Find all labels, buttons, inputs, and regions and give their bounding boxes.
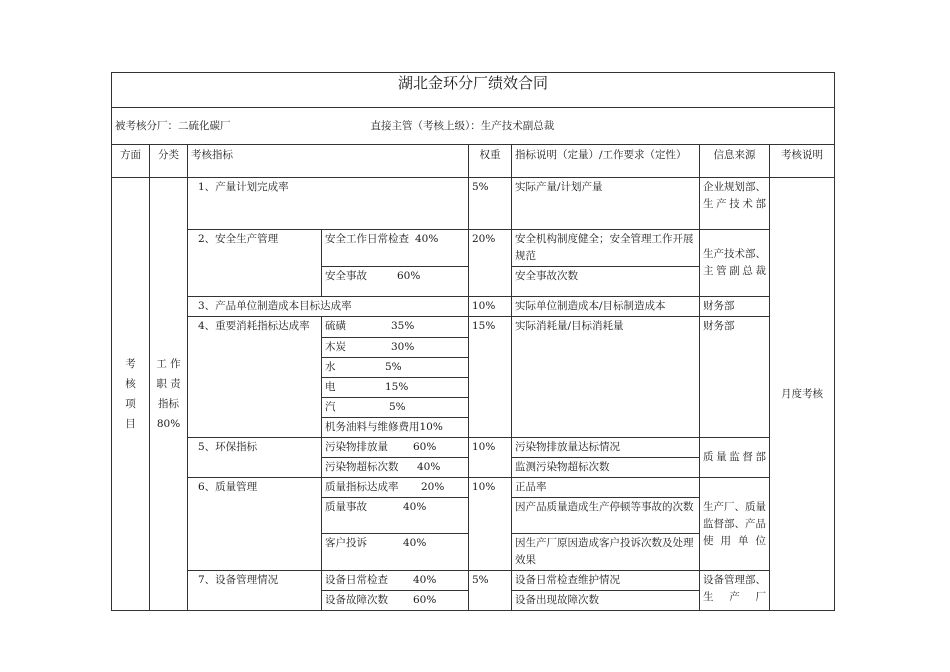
indicator-name: 7、设备管理情况 — [188, 571, 322, 611]
info-source: 设备管理部、生产厂 — [700, 571, 770, 611]
indicator-description: 因产品质量造成生产停顿等事故的次数 — [512, 498, 700, 534]
sub-indicator: 硫磺 35% — [322, 317, 469, 338]
sub-indicator: 质量指标达成率 20% — [322, 478, 469, 498]
weight-value: 15% — [469, 317, 512, 438]
header-category: 分类 — [150, 145, 188, 178]
header-note: 考核说明 — [770, 145, 835, 178]
sub-indicator: 污染物排放量 60% — [322, 438, 469, 458]
indicator-description: 实际产量/计划产量 — [512, 178, 700, 230]
weight-value: 10% — [469, 438, 512, 478]
sub-indicator: 安全工作日常检查 40% — [322, 230, 469, 267]
indicator-description: 实际消耗量/目标消耗量 — [512, 317, 700, 438]
header-aspect: 方面 — [112, 145, 150, 178]
header-weight: 权重 — [469, 145, 512, 178]
sub-indicator: 汽 5% — [322, 398, 469, 418]
info-source: 财务部 — [700, 317, 770, 438]
sub-indicator: 机务油料与维修费用10% — [322, 418, 469, 438]
indicator-name: 5、环保指标 — [188, 438, 322, 478]
indicator-description: 设备日常检查维护情况 — [512, 571, 700, 591]
indicator-description: 安全机构制度健全；安全管理工作开展规范 — [512, 230, 700, 267]
performance-contract-document — [111, 72, 834, 611]
weight-value: 5% — [469, 571, 512, 611]
direct-supervisor: 直接主管（考核上级）：生产技术副总裁 — [370, 119, 555, 132]
sub-indicator: 质量事故 40% — [322, 498, 469, 534]
indicator-name: 6、质量管理 — [188, 478, 322, 571]
info-source: 生产厂、质量监督部、产品使用单位 — [700, 478, 770, 571]
sub-indicator: 设备日常检查 40% — [322, 571, 469, 591]
sub-indicator: 污染物超标次数 40% — [322, 458, 469, 478]
contract-info-row — [112, 108, 835, 145]
indicator-description: 实际单位制造成本/目标制造成本 — [512, 297, 700, 317]
header-description: 指标说明（定量）/工作要求（定性） — [512, 145, 700, 178]
indicator-name: 2、安全生产管理 — [188, 230, 322, 297]
document-title: 湖北金环分厂绩效合同 — [112, 73, 835, 108]
info-source: 质量监督部 — [700, 438, 770, 478]
header-indicator: 考核指标 — [188, 145, 469, 178]
weight-value: 20% — [469, 230, 512, 297]
info-source: 财务部 — [700, 297, 770, 317]
info-source: 生产技术部、主管副总裁 — [700, 230, 770, 297]
sub-indicator: 木炭 30% — [322, 338, 469, 358]
weight-value: 10% — [469, 478, 512, 571]
weight-value: 5% — [469, 178, 512, 230]
indicator-name: 3、产品单位制造成本目标达成率 — [188, 297, 469, 317]
indicator-name: 1、产量计划完成率 — [188, 178, 469, 230]
info-source: 企业规划部、生产技术部 — [700, 178, 770, 230]
category-cell: 工 作 职 责 指标 80% — [150, 178, 188, 611]
sub-indicator: 客户投诉 40% — [322, 534, 469, 571]
assessment-note: 月度考核 — [770, 178, 835, 611]
indicator-description: 设备出现故障次数 — [512, 591, 700, 611]
indicator-description: 安全事故次数 — [512, 267, 700, 297]
indicator-description: 监测污染物超标次数 — [512, 458, 700, 478]
table-header-row — [112, 145, 835, 178]
indicator-name: 4、重要消耗指标达成率 — [188, 317, 322, 438]
indicator-description: 因生产厂原因造成客户投诉次数及处理效果 — [512, 534, 700, 571]
header-source: 信息来源 — [700, 145, 770, 178]
indicator-description: 正品率 — [512, 478, 700, 498]
aspect-cell: 考 核 项 目 — [112, 178, 150, 611]
assessed-branch: 被考核分厂：二硫化碳厂 — [115, 119, 231, 132]
sub-indicator: 电 15% — [322, 378, 469, 398]
sub-indicator: 安全事故 60% — [322, 267, 469, 297]
sub-indicator: 设备故障次数 60% — [322, 591, 469, 611]
indicator-description: 污染物排放量达标情况 — [512, 438, 700, 458]
weight-value: 10% — [469, 297, 512, 317]
contract-table — [111, 72, 835, 611]
sub-indicator: 水 5% — [322, 358, 469, 378]
